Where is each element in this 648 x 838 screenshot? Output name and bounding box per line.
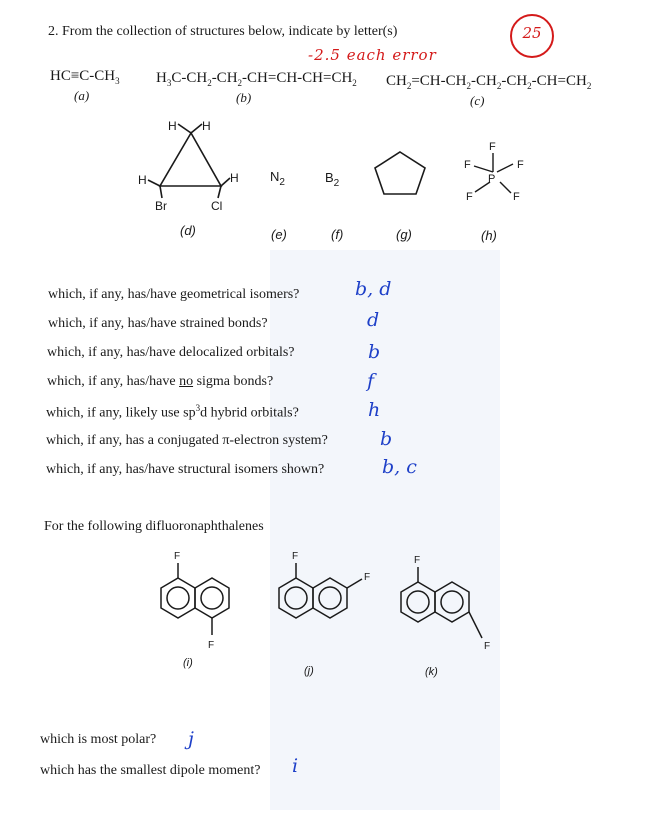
naphthalene-fluorines — [174, 551, 490, 652]
structure-b-formula: $H_3C-CH_2-CH_2-CH=CH-CH=CH_2$ — [156, 70, 357, 88]
section2-title: For the following difluoronaphthalenes — [44, 519, 264, 534]
question-8: which is most polar? — [40, 732, 157, 747]
answer-1: b, d — [355, 278, 392, 300]
answer-9: i — [292, 755, 299, 777]
answer-6: b — [380, 428, 393, 450]
atom-h-f1: F — [489, 141, 496, 153]
question-1: which, if any, has/have geometrical isomers? — [48, 287, 300, 302]
answer-5: h — [368, 399, 381, 421]
score: 25 — [522, 24, 542, 42]
structure-h-atoms — [464, 141, 524, 203]
structure-d-drawing — [148, 124, 230, 198]
question-5: which, if any, likely use $sp^3d$ hybrid orbitals? — [46, 403, 299, 421]
atom-h-f4: F — [466, 191, 473, 203]
structure-b-label: (b) — [236, 90, 252, 105]
naphthalene-k-label: (k) — [425, 666, 438, 678]
atom-d-br: Br — [155, 199, 167, 213]
structure-a-formula: $HC\equiv C-CH_3$ — [50, 68, 120, 86]
answer-3: b — [368, 341, 381, 363]
naphthalene-j-label: (j) — [304, 665, 314, 677]
structure-e-label: (e) — [271, 227, 287, 242]
naphthalene-j-drawing — [279, 563, 362, 618]
f-atom: F — [484, 641, 491, 652]
structure-f-label: (f) — [331, 227, 344, 242]
structure-g-drawing — [375, 152, 425, 194]
question-2: which, if any, has/have strained bonds? — [48, 316, 268, 331]
f-atom: F — [364, 572, 371, 583]
atom-d-h1: H — [168, 119, 177, 133]
answer-8: j — [188, 728, 194, 750]
f-atom: F — [174, 551, 181, 562]
structure-e-formula: $N_2$ — [270, 169, 285, 188]
structure-a-label: (a) — [74, 88, 90, 103]
structure-h-label: (h) — [481, 228, 497, 243]
naphthalene-i-drawing — [161, 563, 229, 635]
question-9: which has the smallest dipole moment? — [40, 763, 261, 778]
structure-d-atoms — [138, 119, 239, 213]
atom-d-h3: H — [138, 173, 147, 187]
f-atom: F — [414, 555, 421, 566]
atom-d-h2: H — [202, 119, 211, 133]
answer-4: f — [367, 370, 375, 392]
structure-f-formula: $B_2$ — [325, 170, 340, 189]
atom-h-f5: F — [513, 191, 520, 203]
answer-2: d — [367, 309, 380, 331]
structure-g-label: (g) — [396, 227, 412, 242]
answer-7: b, c — [382, 456, 417, 478]
naphthalene-k-drawing — [401, 567, 482, 638]
naphthalene-i-label: (i) — [183, 657, 193, 669]
atom-h-f3: F — [517, 159, 524, 171]
structure-c-formula: $CH_2=CH-CH_2-CH_2-CH_2-CH=CH_2$ — [386, 73, 592, 91]
question-4: which, if any, has/have no sigma bonds? — [47, 374, 274, 389]
question-6: which, if any, has a conjugated π-electron system? — [46, 433, 328, 448]
question-intro: 2. From the collection of structures below, indicate by letter(s) — [48, 24, 398, 39]
atom-d-h4: H — [230, 171, 239, 185]
structure-d-label: (d) — [180, 223, 196, 238]
f-atom: F — [208, 640, 215, 651]
question-7: which, if any, has/have structural isomers shown? — [46, 462, 325, 477]
structure-c-label: (c) — [470, 93, 485, 108]
atom-d-cl: Cl — [211, 199, 223, 213]
penalty-note: -2.5 each error — [308, 46, 437, 64]
question-3: which, if any, has/have delocalized orbitals? — [47, 345, 295, 360]
f-atom: F — [292, 551, 299, 562]
atom-h-f2: F — [464, 159, 471, 171]
atom-h-p: P — [488, 173, 496, 185]
